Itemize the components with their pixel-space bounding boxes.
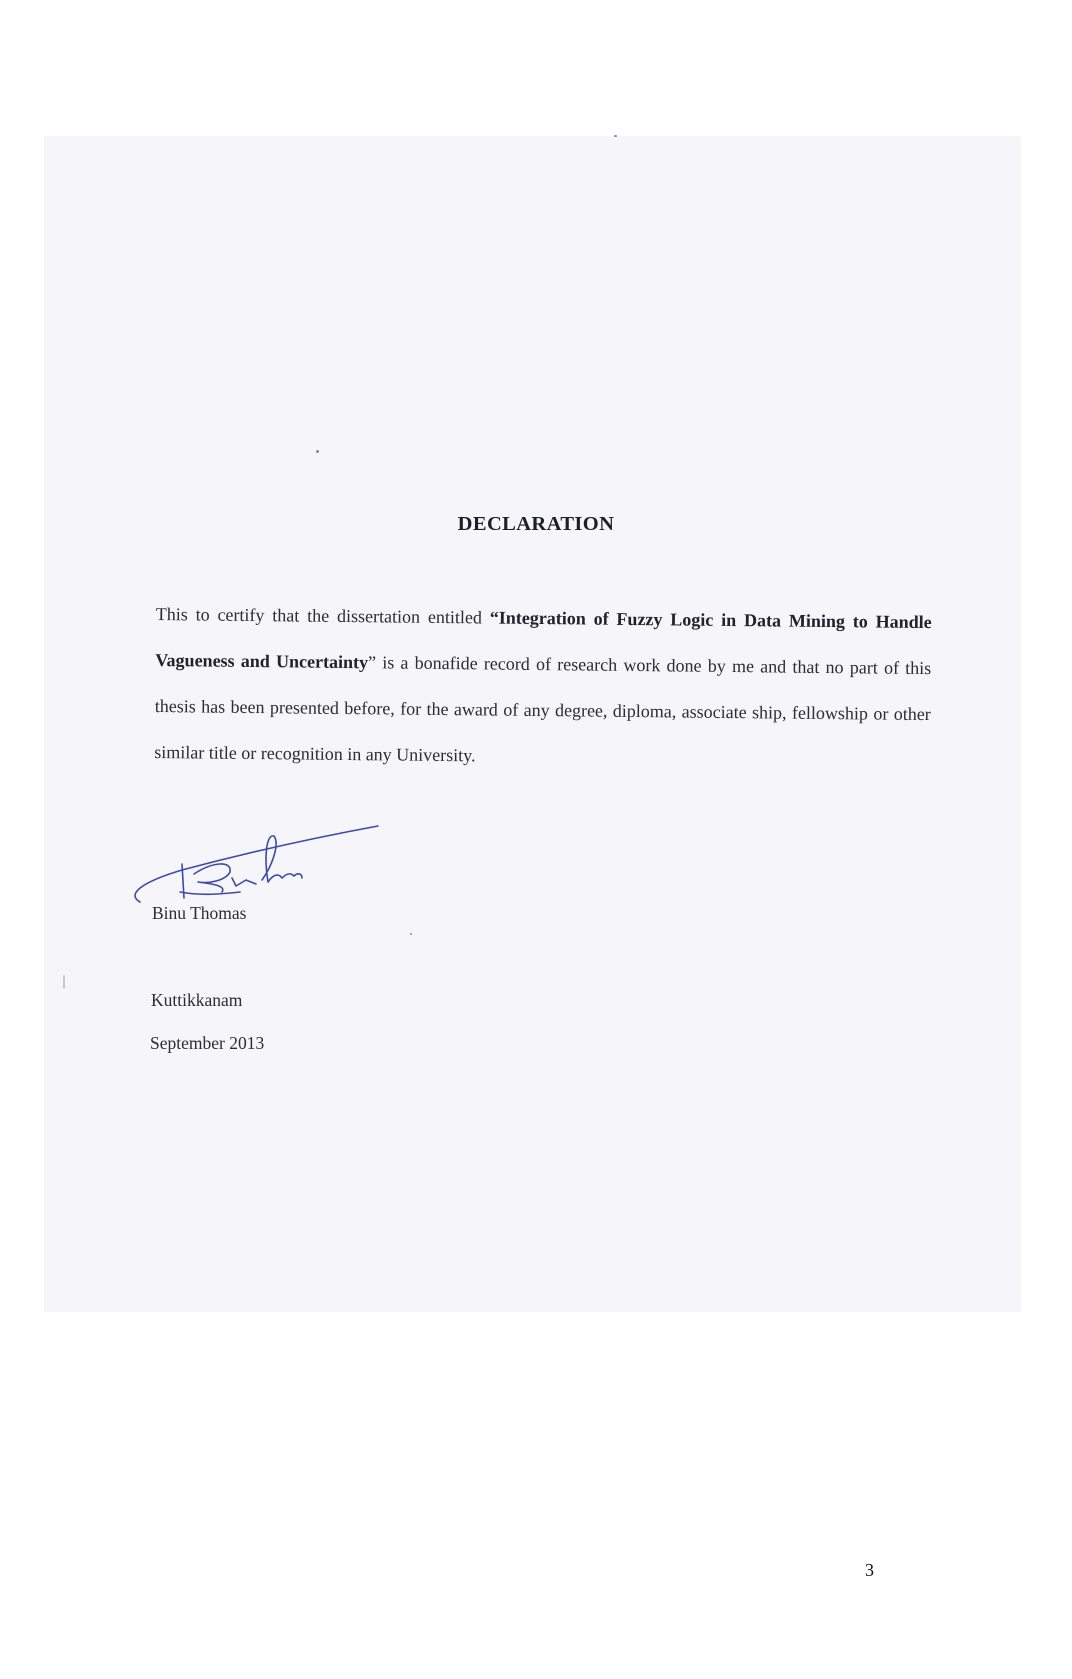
dissertation-title: “Integration of Fuzzy Logic in Data Mining to Handle Vagueness and Uncertainty [155,607,932,673]
intro-text: This to certify that the dissertation entitled [155,603,490,628]
closing-quote: ” [367,652,377,673]
signature-image [122,822,382,912]
scan-speck [410,933,412,935]
scan-speck [63,975,65,989]
signatory-name: Binu Thomas [152,903,247,923]
page-title: DECLARATION [457,513,615,535]
declaration-paragraph [154,591,932,783]
place: Kuttikkanam [151,990,243,1010]
body-text: is a bonafide record of research work done by me and that no part of this thesis has been presented before, for the award of any degree, diploma, associate ship, fellowship or other similar title or recognition in any University. [154,652,932,766]
scan-speck [614,135,617,137]
page-number: 3 [865,1560,874,1580]
date: September 2013 [150,1033,265,1053]
scan-speck [316,450,319,453]
